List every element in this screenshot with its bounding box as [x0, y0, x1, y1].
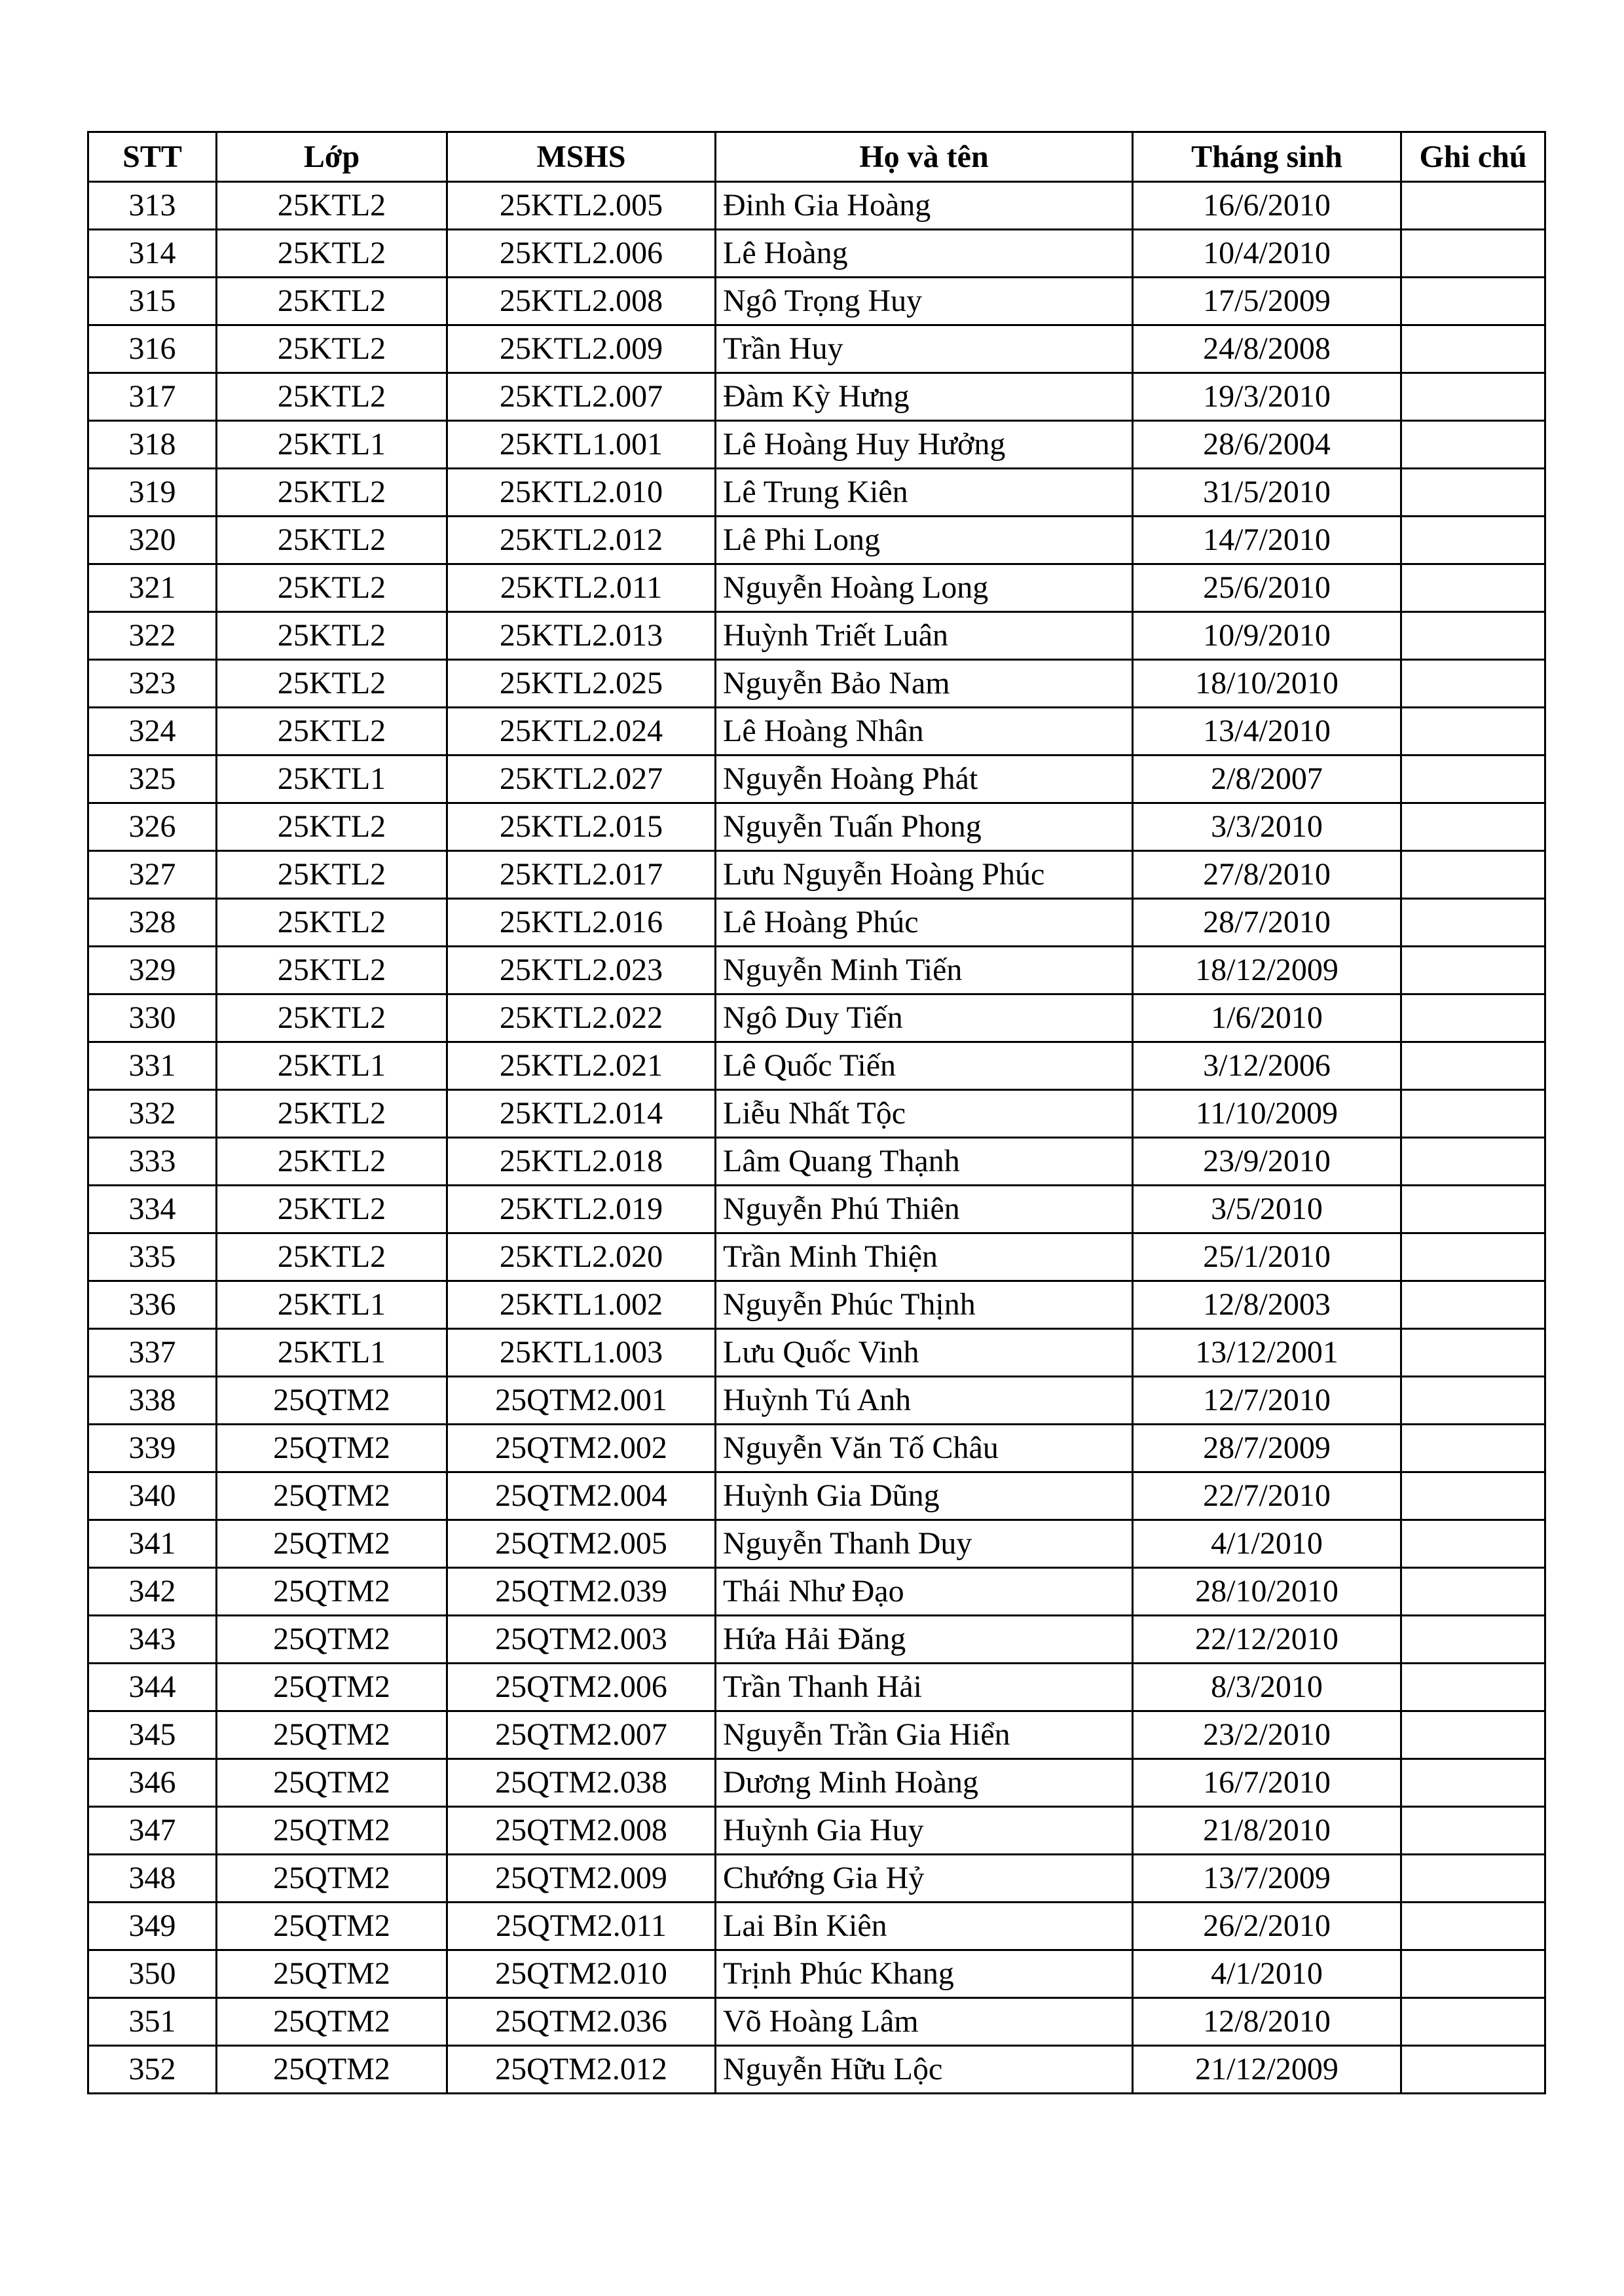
- cell-stt: 328: [88, 899, 217, 947]
- cell-stt: 347: [88, 1807, 217, 1855]
- cell-lop: 25KTL2: [217, 851, 447, 899]
- cell-ho-ten: Liễu Nhất Tộc: [716, 1090, 1133, 1138]
- cell-ghi-chu: [1401, 1090, 1545, 1138]
- cell-thang-sinh: 11/10/2009: [1133, 1090, 1401, 1138]
- student-roster-table: [87, 131, 1546, 2094]
- cell-ghi-chu: [1401, 1664, 1545, 1711]
- cell-lop: 25KTL2: [217, 373, 447, 421]
- cell-lop: 25KTL2: [217, 564, 447, 612]
- cell-ghi-chu: [1401, 1759, 1545, 1807]
- cell-stt: 350: [88, 1950, 217, 1998]
- cell-lop: 25KTL2: [217, 1186, 447, 1233]
- cell-thang-sinh: 28/7/2010: [1133, 899, 1401, 947]
- cell-ghi-chu: [1401, 230, 1545, 278]
- table-row: [88, 803, 1545, 851]
- cell-ho-ten: Nguyễn Thanh Duy: [716, 1520, 1133, 1568]
- table-row: [88, 469, 1545, 517]
- table-row: [88, 182, 1545, 230]
- cell-mshs: 25QTM2.011: [447, 1903, 716, 1950]
- cell-mshs: 25KTL2.016: [447, 899, 716, 947]
- table-row: [88, 1998, 1545, 2046]
- cell-ghi-chu: [1401, 1329, 1545, 1377]
- cell-ho-ten: Dương Minh Hoàng: [716, 1759, 1133, 1807]
- table-row: [88, 1472, 1545, 1520]
- table-row: [88, 421, 1545, 469]
- table-row: [88, 1759, 1545, 1807]
- cell-thang-sinh: 17/5/2009: [1133, 278, 1401, 325]
- cell-ghi-chu: [1401, 708, 1545, 756]
- cell-thang-sinh: 25/1/2010: [1133, 1233, 1401, 1281]
- cell-ho-ten: Đinh Gia Hoàng: [716, 182, 1133, 230]
- table-row: [88, 1855, 1545, 1903]
- cell-stt: 334: [88, 1186, 217, 1233]
- cell-lop: 25QTM2: [217, 1855, 447, 1903]
- cell-lop: 25KTL1: [217, 1329, 447, 1377]
- table-row: [88, 325, 1545, 373]
- cell-ghi-chu: [1401, 1233, 1545, 1281]
- cell-stt: 321: [88, 564, 217, 612]
- cell-ho-ten: Đàm Kỳ Hưng: [716, 373, 1133, 421]
- header-stt: STT: [88, 132, 217, 182]
- table-row: [88, 851, 1545, 899]
- table-row: [88, 1520, 1545, 1568]
- cell-ho-ten: Lê Hoàng: [716, 230, 1133, 278]
- cell-ghi-chu: [1401, 899, 1545, 947]
- cell-stt: 352: [88, 2046, 217, 2094]
- table-body: [88, 182, 1545, 2094]
- cell-ghi-chu: [1401, 1807, 1545, 1855]
- cell-ho-ten: Lâm Quang Thạnh: [716, 1138, 1133, 1186]
- cell-thang-sinh: 12/8/2010: [1133, 1998, 1401, 2046]
- cell-lop: 25QTM2: [217, 1472, 447, 1520]
- table-row: [88, 517, 1545, 564]
- cell-lop: 25KTL2: [217, 994, 447, 1042]
- cell-thang-sinh: 2/8/2007: [1133, 756, 1401, 803]
- cell-mshs: 25QTM2.009: [447, 1855, 716, 1903]
- cell-lop: 25QTM2: [217, 1807, 447, 1855]
- cell-ghi-chu: [1401, 1568, 1545, 1616]
- cell-thang-sinh: 23/9/2010: [1133, 1138, 1401, 1186]
- cell-ghi-chu: [1401, 1472, 1545, 1520]
- cell-stt: 327: [88, 851, 217, 899]
- table-row: [88, 660, 1545, 708]
- cell-ho-ten: Ngô Duy Tiến: [716, 994, 1133, 1042]
- cell-lop: 25KTL2: [217, 278, 447, 325]
- table-row: [88, 708, 1545, 756]
- cell-mshs: 25KTL2.023: [447, 947, 716, 994]
- cell-thang-sinh: 12/7/2010: [1133, 1377, 1401, 1425]
- table-row: [88, 2046, 1545, 2094]
- table-row: [88, 1568, 1545, 1616]
- table-row: [88, 1138, 1545, 1186]
- cell-thang-sinh: 13/4/2010: [1133, 708, 1401, 756]
- cell-stt: 313: [88, 182, 217, 230]
- cell-stt: 338: [88, 1377, 217, 1425]
- header-mshs: MSHS: [447, 132, 716, 182]
- cell-ho-ten: Huỳnh Gia Dũng: [716, 1472, 1133, 1520]
- cell-stt: 339: [88, 1425, 217, 1472]
- cell-ho-ten: Nguyễn Bảo Nam: [716, 660, 1133, 708]
- cell-lop: 25KTL1: [217, 756, 447, 803]
- cell-ghi-chu: [1401, 325, 1545, 373]
- cell-stt: 342: [88, 1568, 217, 1616]
- cell-mshs: 25KTL2.015: [447, 803, 716, 851]
- cell-lop: 25KTL2: [217, 899, 447, 947]
- cell-thang-sinh: 13/7/2009: [1133, 1855, 1401, 1903]
- cell-lop: 25QTM2: [217, 1950, 447, 1998]
- cell-lop: 25QTM2: [217, 2046, 447, 2094]
- cell-ho-ten: Nguyễn Trần Gia Hiển: [716, 1711, 1133, 1759]
- cell-ho-ten: Ngô Trọng Huy: [716, 278, 1133, 325]
- cell-ho-ten: Chướng Gia Hỷ: [716, 1855, 1133, 1903]
- cell-stt: 351: [88, 1998, 217, 2046]
- cell-stt: 344: [88, 1664, 217, 1711]
- cell-thang-sinh: 28/7/2009: [1133, 1425, 1401, 1472]
- cell-mshs: 25QTM2.036: [447, 1998, 716, 2046]
- cell-stt: 314: [88, 230, 217, 278]
- cell-ghi-chu: [1401, 1281, 1545, 1329]
- cell-thang-sinh: 27/8/2010: [1133, 851, 1401, 899]
- cell-ho-ten: Lê Trung Kiên: [716, 469, 1133, 517]
- cell-stt: 341: [88, 1520, 217, 1568]
- cell-ho-ten: Huỳnh Tú Anh: [716, 1377, 1133, 1425]
- cell-lop: 25KTL1: [217, 1281, 447, 1329]
- cell-stt: 333: [88, 1138, 217, 1186]
- cell-mshs: 25KTL2.006: [447, 230, 716, 278]
- cell-thang-sinh: 22/7/2010: [1133, 1472, 1401, 1520]
- cell-stt: 332: [88, 1090, 217, 1138]
- header-ghi-chu: Ghi chú: [1401, 132, 1545, 182]
- cell-thang-sinh: 22/12/2010: [1133, 1616, 1401, 1664]
- cell-ho-ten: Lê Hoàng Nhân: [716, 708, 1133, 756]
- cell-lop: 25KTL1: [217, 1042, 447, 1090]
- cell-ghi-chu: [1401, 1138, 1545, 1186]
- cell-mshs: 25KTL2.005: [447, 182, 716, 230]
- cell-lop: 25KTL2: [217, 803, 447, 851]
- cell-mshs: 25KTL2.013: [447, 612, 716, 660]
- cell-ho-ten: Trần Minh Thiện: [716, 1233, 1133, 1281]
- cell-ghi-chu: [1401, 660, 1545, 708]
- cell-stt: 317: [88, 373, 217, 421]
- cell-ho-ten: Nguyễn Tuấn Phong: [716, 803, 1133, 851]
- cell-thang-sinh: 4/1/2010: [1133, 1950, 1401, 1998]
- cell-ho-ten: Nguyễn Minh Tiến: [716, 947, 1133, 994]
- cell-ghi-chu: [1401, 1042, 1545, 1090]
- table-row: [88, 1711, 1545, 1759]
- cell-thang-sinh: 18/10/2010: [1133, 660, 1401, 708]
- header-lop: Lớp: [217, 132, 447, 182]
- cell-ho-ten: Trịnh Phúc Khang: [716, 1950, 1133, 1998]
- cell-lop: 25KTL2: [217, 1138, 447, 1186]
- cell-ghi-chu: [1401, 421, 1545, 469]
- cell-mshs: 25QTM2.038: [447, 1759, 716, 1807]
- cell-lop: 25KTL2: [217, 230, 447, 278]
- cell-stt: 324: [88, 708, 217, 756]
- cell-lop: 25QTM2: [217, 1377, 447, 1425]
- cell-ghi-chu: [1401, 1998, 1545, 2046]
- table-row: [88, 1329, 1545, 1377]
- cell-mshs: 25KTL2.008: [447, 278, 716, 325]
- cell-mshs: 25KTL2.019: [447, 1186, 716, 1233]
- cell-mshs: 25KTL1.001: [447, 421, 716, 469]
- cell-stt: 318: [88, 421, 217, 469]
- cell-thang-sinh: 16/7/2010: [1133, 1759, 1401, 1807]
- cell-ho-ten: Nguyễn Văn Tố Châu: [716, 1425, 1133, 1472]
- cell-thang-sinh: 21/8/2010: [1133, 1807, 1401, 1855]
- cell-mshs: 25QTM2.012: [447, 2046, 716, 2094]
- cell-thang-sinh: 23/2/2010: [1133, 1711, 1401, 1759]
- cell-thang-sinh: 13/12/2001: [1133, 1329, 1401, 1377]
- cell-thang-sinh: 28/10/2010: [1133, 1568, 1401, 1616]
- cell-thang-sinh: 1/6/2010: [1133, 994, 1401, 1042]
- table-row: [88, 1425, 1545, 1472]
- cell-mshs: 25QTM2.039: [447, 1568, 716, 1616]
- cell-thang-sinh: 21/12/2009: [1133, 2046, 1401, 2094]
- cell-stt: 343: [88, 1616, 217, 1664]
- cell-lop: 25KTL2: [217, 660, 447, 708]
- table-row: [88, 1042, 1545, 1090]
- cell-ho-ten: Lê Hoàng Huy Hưởng: [716, 421, 1133, 469]
- cell-mshs: 25QTM2.006: [447, 1664, 716, 1711]
- cell-ho-ten: Nguyễn Hữu Lộc: [716, 2046, 1133, 2094]
- cell-stt: 337: [88, 1329, 217, 1377]
- cell-ho-ten: Lai Bỉn Kiên: [716, 1903, 1133, 1950]
- cell-stt: 320: [88, 517, 217, 564]
- cell-stt: 336: [88, 1281, 217, 1329]
- cell-lop: 25QTM2: [217, 1759, 447, 1807]
- table-header: [88, 132, 1545, 182]
- cell-stt: 319: [88, 469, 217, 517]
- cell-ghi-chu: [1401, 278, 1545, 325]
- cell-ghi-chu: [1401, 851, 1545, 899]
- cell-lop: 25KTL2: [217, 708, 447, 756]
- cell-mshs: 25QTM2.008: [447, 1807, 716, 1855]
- cell-thang-sinh: 19/3/2010: [1133, 373, 1401, 421]
- cell-ghi-chu: [1401, 1855, 1545, 1903]
- cell-mshs: 25KTL2.025: [447, 660, 716, 708]
- cell-thang-sinh: 3/12/2006: [1133, 1042, 1401, 1090]
- cell-ghi-chu: [1401, 756, 1545, 803]
- cell-thang-sinh: 12/8/2003: [1133, 1281, 1401, 1329]
- cell-ho-ten: Lê Quốc Tiến: [716, 1042, 1133, 1090]
- cell-ho-ten: Huỳnh Triết Luân: [716, 612, 1133, 660]
- cell-thang-sinh: 26/2/2010: [1133, 1903, 1401, 1950]
- cell-ghi-chu: [1401, 373, 1545, 421]
- cell-stt: 348: [88, 1855, 217, 1903]
- cell-thang-sinh: 31/5/2010: [1133, 469, 1401, 517]
- cell-mshs: 25KTL2.020: [447, 1233, 716, 1281]
- cell-ho-ten: Huỳnh Gia Huy: [716, 1807, 1133, 1855]
- cell-thang-sinh: 14/7/2010: [1133, 517, 1401, 564]
- cell-ho-ten: Lưu Nguyễn Hoàng Phúc: [716, 851, 1133, 899]
- cell-thang-sinh: 8/3/2010: [1133, 1664, 1401, 1711]
- cell-lop: 25QTM2: [217, 1711, 447, 1759]
- cell-lop: 25QTM2: [217, 1520, 447, 1568]
- cell-lop: 25KTL2: [217, 1233, 447, 1281]
- cell-ghi-chu: [1401, 182, 1545, 230]
- cell-lop: 25KTL2: [217, 517, 447, 564]
- table-row: [88, 373, 1545, 421]
- cell-mshs: 25QTM2.003: [447, 1616, 716, 1664]
- cell-thang-sinh: 3/3/2010: [1133, 803, 1401, 851]
- header-ho-ten: Họ và tên: [716, 132, 1133, 182]
- header-thang-sinh: Tháng sinh: [1133, 132, 1401, 182]
- cell-ho-ten: Nguyễn Phúc Thịnh: [716, 1281, 1133, 1329]
- cell-ghi-chu: [1401, 1950, 1545, 1998]
- cell-ho-ten: Võ Hoàng Lâm: [716, 1998, 1133, 2046]
- cell-lop: 25KTL2: [217, 325, 447, 373]
- table-row: [88, 947, 1545, 994]
- table-row: [88, 1616, 1545, 1664]
- cell-stt: 326: [88, 803, 217, 851]
- table-row: [88, 1186, 1545, 1233]
- table-row: [88, 1807, 1545, 1855]
- header-row: [88, 132, 1545, 182]
- cell-mshs: 25QTM2.010: [447, 1950, 716, 1998]
- cell-stt: 340: [88, 1472, 217, 1520]
- cell-thang-sinh: 18/12/2009: [1133, 947, 1401, 994]
- cell-ghi-chu: [1401, 612, 1545, 660]
- cell-ghi-chu: [1401, 1520, 1545, 1568]
- table-row: [88, 1281, 1545, 1329]
- cell-ho-ten: Lưu Quốc Vinh: [716, 1329, 1133, 1377]
- cell-thang-sinh: 4/1/2010: [1133, 1520, 1401, 1568]
- cell-lop: 25QTM2: [217, 1616, 447, 1664]
- cell-lop: 25QTM2: [217, 1664, 447, 1711]
- cell-mshs: 25KTL2.018: [447, 1138, 716, 1186]
- cell-lop: 25QTM2: [217, 1568, 447, 1616]
- cell-mshs: 25KTL2.012: [447, 517, 716, 564]
- table-row: [88, 1664, 1545, 1711]
- table-row: [88, 612, 1545, 660]
- cell-ho-ten: Trần Huy: [716, 325, 1133, 373]
- cell-mshs: 25KTL2.027: [447, 756, 716, 803]
- cell-mshs: 25KTL2.024: [447, 708, 716, 756]
- table-row: [88, 1377, 1545, 1425]
- cell-stt: 316: [88, 325, 217, 373]
- cell-ghi-chu: [1401, 469, 1545, 517]
- cell-ghi-chu: [1401, 1711, 1545, 1759]
- table-row: [88, 1903, 1545, 1950]
- cell-ho-ten: Thái Như Đạo: [716, 1568, 1133, 1616]
- cell-ho-ten: Nguyễn Phú Thiên: [716, 1186, 1133, 1233]
- cell-stt: 346: [88, 1759, 217, 1807]
- cell-stt: 330: [88, 994, 217, 1042]
- cell-mshs: 25KTL2.009: [447, 325, 716, 373]
- table-row: [88, 564, 1545, 612]
- cell-ghi-chu: [1401, 1903, 1545, 1950]
- cell-ghi-chu: [1401, 2046, 1545, 2094]
- cell-mshs: 25KTL2.007: [447, 373, 716, 421]
- cell-mshs: 25KTL2.021: [447, 1042, 716, 1090]
- cell-ho-ten: Nguyễn Hoàng Phát: [716, 756, 1133, 803]
- table-row: [88, 1950, 1545, 1998]
- cell-stt: 335: [88, 1233, 217, 1281]
- cell-thang-sinh: 16/6/2010: [1133, 182, 1401, 230]
- table-row: [88, 994, 1545, 1042]
- table-row: [88, 1233, 1545, 1281]
- cell-stt: 329: [88, 947, 217, 994]
- table-row: [88, 278, 1545, 325]
- table-row: [88, 1090, 1545, 1138]
- cell-lop: 25KTL2: [217, 469, 447, 517]
- cell-mshs: 25KTL1.002: [447, 1281, 716, 1329]
- cell-ghi-chu: [1401, 803, 1545, 851]
- table-row: [88, 230, 1545, 278]
- cell-mshs: 25QTM2.002: [447, 1425, 716, 1472]
- cell-ho-ten: Nguyễn Hoàng Long: [716, 564, 1133, 612]
- cell-ghi-chu: [1401, 564, 1545, 612]
- cell-stt: 323: [88, 660, 217, 708]
- cell-mshs: 25QTM2.004: [447, 1472, 716, 1520]
- cell-ho-ten: Lê Phi Long: [716, 517, 1133, 564]
- cell-thang-sinh: 10/4/2010: [1133, 230, 1401, 278]
- cell-thang-sinh: 24/8/2008: [1133, 325, 1401, 373]
- cell-mshs: 25QTM2.007: [447, 1711, 716, 1759]
- cell-ho-ten: Trần Thanh Hải: [716, 1664, 1133, 1711]
- cell-stt: 325: [88, 756, 217, 803]
- table-row: [88, 899, 1545, 947]
- cell-lop: 25KTL2: [217, 182, 447, 230]
- cell-stt: 322: [88, 612, 217, 660]
- cell-ghi-chu: [1401, 947, 1545, 994]
- cell-mshs: 25QTM2.005: [447, 1520, 716, 1568]
- cell-lop: 25QTM2: [217, 1998, 447, 2046]
- cell-thang-sinh: 25/6/2010: [1133, 564, 1401, 612]
- cell-ghi-chu: [1401, 1186, 1545, 1233]
- cell-stt: 331: [88, 1042, 217, 1090]
- cell-thang-sinh: 3/5/2010: [1133, 1186, 1401, 1233]
- cell-mshs: 25KTL2.011: [447, 564, 716, 612]
- cell-mshs: 25KTL1.003: [447, 1329, 716, 1377]
- cell-ghi-chu: [1401, 1616, 1545, 1664]
- cell-lop: 25QTM2: [217, 1425, 447, 1472]
- cell-lop: 25KTL2: [217, 947, 447, 994]
- cell-ghi-chu: [1401, 1425, 1545, 1472]
- cell-mshs: 25KTL2.014: [447, 1090, 716, 1138]
- cell-lop: 25QTM2: [217, 1903, 447, 1950]
- cell-ho-ten: Lê Hoàng Phúc: [716, 899, 1133, 947]
- cell-ho-ten: Hứa Hải Đăng: [716, 1616, 1133, 1664]
- cell-lop: 25KTL2: [217, 1090, 447, 1138]
- cell-ghi-chu: [1401, 1377, 1545, 1425]
- cell-ghi-chu: [1401, 994, 1545, 1042]
- cell-stt: 315: [88, 278, 217, 325]
- cell-lop: 25KTL2: [217, 612, 447, 660]
- cell-thang-sinh: 10/9/2010: [1133, 612, 1401, 660]
- cell-mshs: 25KTL2.017: [447, 851, 716, 899]
- cell-ghi-chu: [1401, 517, 1545, 564]
- cell-stt: 345: [88, 1711, 217, 1759]
- cell-lop: 25KTL1: [217, 421, 447, 469]
- cell-mshs: 25QTM2.001: [447, 1377, 716, 1425]
- cell-mshs: 25KTL2.010: [447, 469, 716, 517]
- table-row: [88, 756, 1545, 803]
- cell-mshs: 25KTL2.022: [447, 994, 716, 1042]
- cell-thang-sinh: 28/6/2004: [1133, 421, 1401, 469]
- cell-stt: 349: [88, 1903, 217, 1950]
